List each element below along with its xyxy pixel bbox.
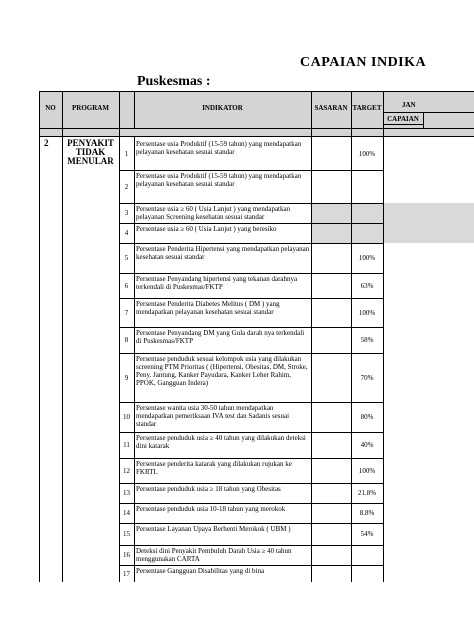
- row-number: 10: [123, 413, 130, 421]
- target-value: 100%: [358, 254, 376, 262]
- indicator-text: Persentase usia Produktif (15-59 tahun) yang mendapatkan pelayanan kesehatan sesuai standar: [136, 140, 302, 156]
- grid-line: [119, 243, 383, 244]
- row-number: 16: [123, 551, 130, 559]
- target-value: 54%: [360, 530, 374, 538]
- header-spacer: [39, 128, 474, 136]
- indicator-text: Persentase usia Produktif (15-59 tahun) yang mendapatkan pelayanan kesehatan sesuai standar: [136, 172, 302, 188]
- grid-line: [119, 565, 383, 566]
- grid-line: [119, 298, 383, 299]
- grid-line: [119, 170, 383, 171]
- row-number: 15: [123, 530, 130, 538]
- grid-line: [119, 402, 383, 403]
- header-capaian: CAPAIAN: [387, 115, 419, 123]
- shaded-cell: [311, 223, 474, 243]
- grid-line: [119, 432, 383, 433]
- grid-line: [39, 91, 40, 582]
- target-value: 21.8%: [357, 489, 377, 497]
- grid-line: [119, 91, 120, 582]
- header-no: NO: [45, 104, 56, 112]
- grid-line: [119, 483, 383, 484]
- grid-line: [39, 128, 474, 129]
- indicator-text: Persentase usia ≥ 60 ( Usia Lanjut ) yang beresiko: [136, 225, 277, 233]
- row-number: 9: [124, 373, 129, 382]
- target-value: 100%: [358, 150, 376, 158]
- grid-line: [119, 273, 383, 274]
- indicator-text: Persentase penduduk sesuai kelompok usia yang dilakukan screening PTM Prioritas ( (Hipertensi, Obesitas, DM, Stroke, Peny. Jantung, Kanker Payudara, Kanker Leher Rahim, PPOK, Gangguan Indera): [136, 355, 308, 387]
- indicator-text: Persentase Gangguan Disabilitas yang di bina: [136, 567, 265, 575]
- target-value: 100%: [358, 466, 376, 475]
- grid-line: [119, 223, 383, 224]
- shaded-cell: [311, 203, 474, 223]
- grid-line: [119, 327, 383, 328]
- row-number: 2: [124, 182, 129, 191]
- indicator-text: Persentase Layanan Upaya Berhenti Merokok ( UBM ): [136, 525, 291, 533]
- header-target: TARGET: [352, 104, 382, 112]
- row-number: 14: [123, 509, 130, 517]
- target-value: 100%: [358, 308, 376, 317]
- target-value: 40%: [360, 441, 374, 449]
- grid-line: [383, 91, 384, 582]
- target-value: 80%: [360, 413, 374, 421]
- section-number: 2: [44, 138, 49, 148]
- header-indikator: INDIKATOR: [202, 104, 243, 112]
- row-number: 4: [124, 229, 129, 237]
- grid-line: [119, 545, 383, 546]
- grid-line: [383, 124, 423, 125]
- target-value: 58%: [360, 336, 374, 344]
- grid-line: [119, 458, 383, 459]
- header-program: PROGRAM: [72, 104, 109, 112]
- indicator-text: Persentase penduduk usia 10-18 tahun yang merokok: [136, 505, 286, 513]
- row-number: 8: [124, 336, 129, 344]
- header-jan: JAN: [402, 101, 416, 109]
- row-number: 5: [124, 254, 129, 262]
- target-value: 63%: [360, 281, 374, 290]
- grid-line: [423, 112, 424, 128]
- grid-line: [134, 136, 135, 582]
- grid-line: [383, 112, 474, 113]
- grid-line: [39, 91, 474, 92]
- row-number: 6: [124, 281, 129, 290]
- grid-line: [119, 523, 383, 524]
- indicator-text: Persentase Penderita Hipertensi yang mendapatkan pelayanan kesehatan sesuai standar: [136, 245, 310, 261]
- indicator-text: Persentase penduduk usia ≥ 40 tahun yang dilakukan deteksi dini katarak: [136, 434, 306, 450]
- indicator-text: Persentase Penderita Diabetes Melitus ( DM ) yang mendapatkan pelayanan kesehatan sesuai standar: [136, 300, 280, 316]
- row-number: 12: [123, 466, 130, 475]
- grid-line: [119, 503, 383, 504]
- grid-line: [119, 353, 383, 354]
- indicator-text: Persentase Penyandang DM yang Gula darah nya terkendali di Puskesmas/FKTP: [136, 329, 305, 345]
- row-number: 17: [123, 569, 130, 578]
- row-number: 1: [124, 150, 129, 158]
- indicator-text: Persentase penduduk usia ≥ 18 tahun yang Obesitas: [136, 485, 281, 493]
- indicator-text: Persentase Penyandang hipertensi yang tekanan darahnya terkendali di Puskesmas/FKTP: [136, 275, 298, 291]
- grid-line: [311, 91, 312, 582]
- grid-line: [351, 91, 352, 582]
- target-value: 8.8%: [359, 509, 375, 517]
- indicator-text: Persentase usia ≥ 60 ( Usia Lanjut ) yang mendapatkan pelayanan Screening kesehatan sesuai standar: [136, 205, 291, 221]
- row-number: 11: [123, 441, 130, 449]
- grid-line: [134, 91, 135, 128]
- row-number: 7: [124, 308, 129, 317]
- grid-line: [39, 136, 474, 137]
- indicator-text: Persentase wanita usia 30-50 tahun mendapatkan mendapatkan pemeriksaan IVA test dan Sadanis sesuai standar: [136, 404, 290, 428]
- grid-line: [119, 203, 383, 204]
- puskesmas-label: Puskesmas :: [137, 74, 211, 89]
- target-value: 70%: [360, 373, 374, 382]
- header-sasaran: SASARAN: [314, 104, 348, 112]
- row-number: 3: [124, 209, 129, 217]
- indicator-text: Deteksi dini Penyakit Pembuluh Darah Usia ≥ 40 tahun menggunakan CARTA: [136, 547, 292, 563]
- grid-line: [62, 91, 63, 582]
- page-title: CAPAIAN INDIKA: [300, 55, 427, 70]
- program-name: PENYAKIT TIDAK MENULAR: [67, 138, 114, 166]
- row-number: 13: [123, 489, 130, 497]
- indicator-text: Persentase penderita katarak yang dilakukan rujukan ke FKRTL: [136, 460, 292, 476]
